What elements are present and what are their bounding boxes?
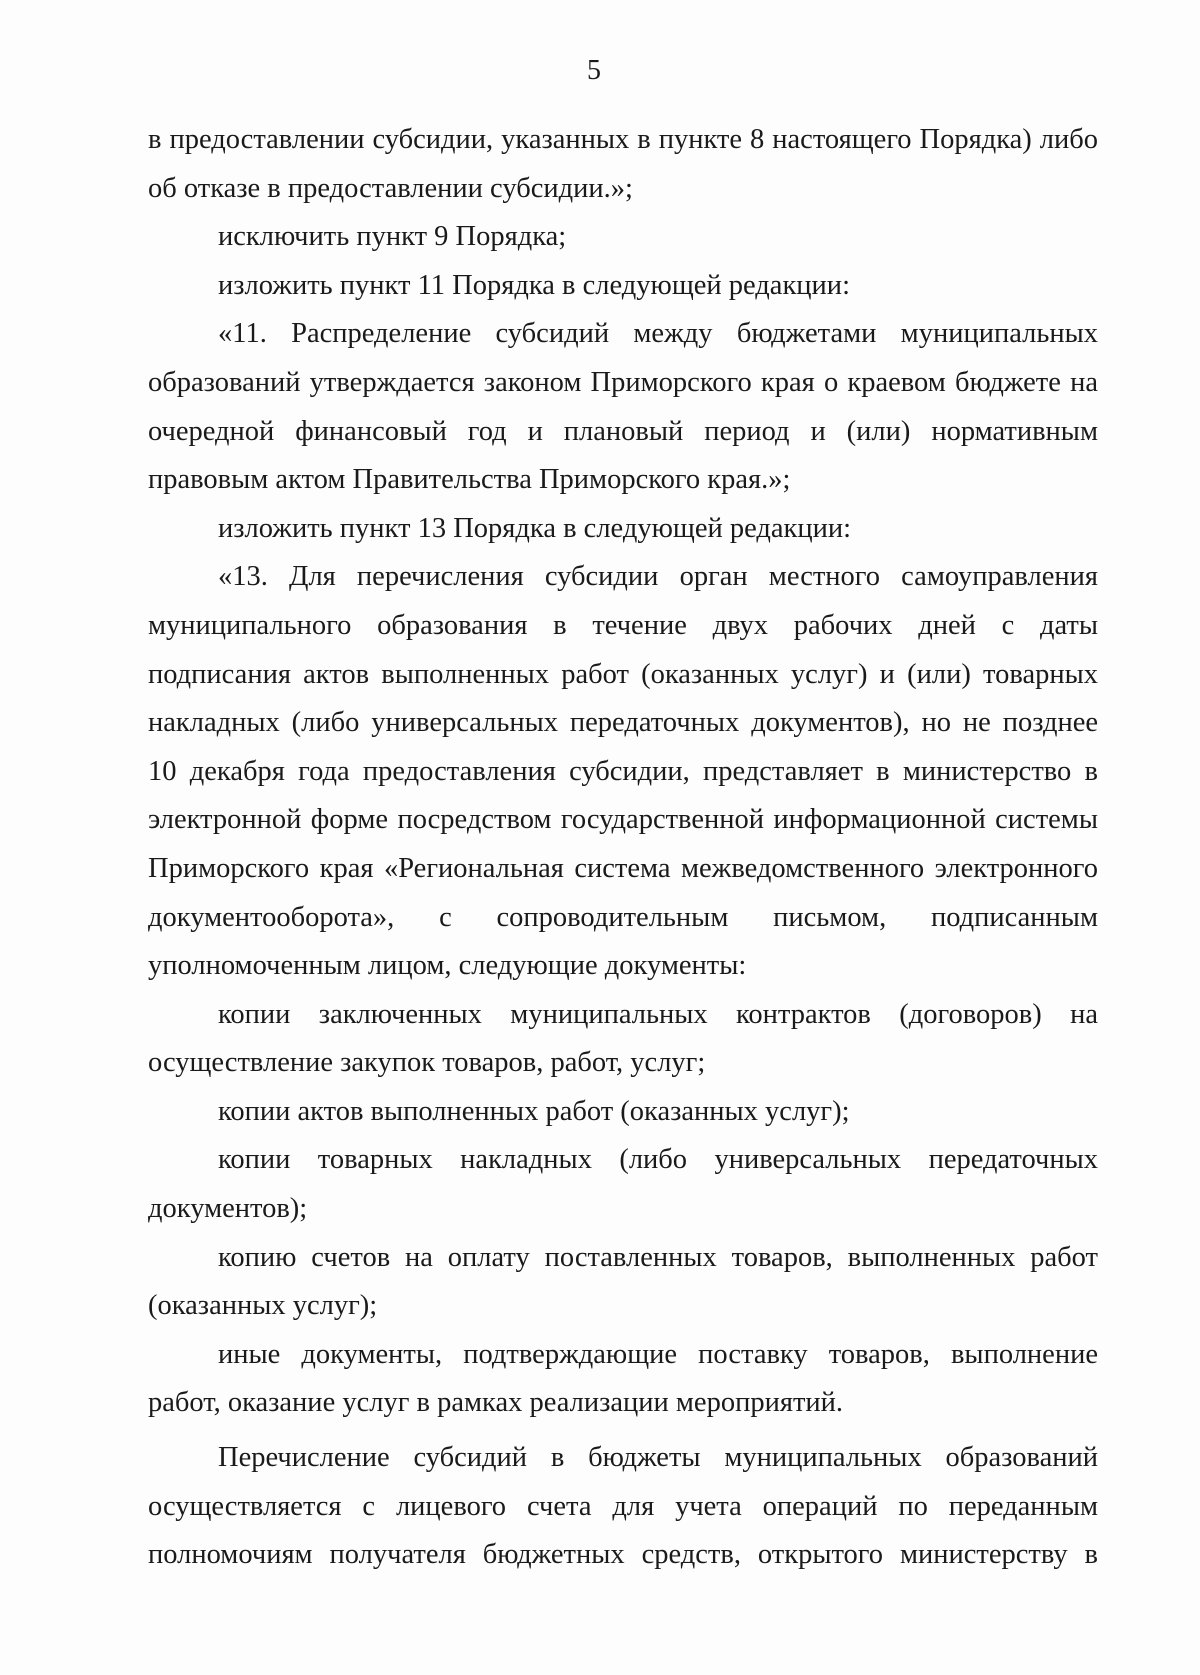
- document-body: [148, 116, 1098, 1580]
- paragraph-subsidy-transfer: Перечисление субсидий в бюджеты муниципальных образований осуществляется с лицевого счета для учета операций по переданным полномочиям получателя бюджетных средств, открытого министерству в: [148, 1442, 1098, 1571]
- paragraph-exclude-item-9: исключить пункт 9 Порядка;: [218, 221, 567, 253]
- page-number: 5: [587, 55, 601, 86]
- list-item-invoice-copies: копию счетов на оплату поставленных товаров, выполненных работ (оказанных услуг);: [148, 1241, 1098, 1322]
- list-item-waybill-copies: копии товарных накладных (либо универсальных передаточных документов);: [148, 1144, 1098, 1225]
- paragraph-amend-item-11: изложить пункт 11 Порядка в следующей редакции:: [218, 269, 850, 301]
- list-item-contract-copies: копии заключенных муниципальных контрактов (договоров) на осуществление закупок товаров, работ, услуг;: [148, 998, 1098, 1079]
- paragraph-continuation: в предоставлении субсидии, указанных в пункте 8 настоящего Порядка) либо об отказе в предоставлении субсидии.»;: [148, 124, 1098, 204]
- list-item-other-documents: иные документы, подтверждающие поставку товаров, выполнение работ, оказание услуг в рамках реализации мероприятий.: [148, 1338, 1098, 1419]
- paragraph-amend-item-13: изложить пункт 13 Порядка в следующей редакции:: [218, 512, 852, 544]
- paragraph-item-11-text: «11. Распределение субсидий между бюджетами муниципальных образований утверждается законом Приморского края о краевом бюджете на очередной финансовый год и плановый период и (или) нормативным правовым актом Правительства Приморского края.»;: [148, 318, 1098, 496]
- paragraph-item-13-text: «13. Для перечисления субсидии орган местного самоуправления муниципального образования в течение двух рабочих дней с даты подписания актов выполненных работ (оказанных услуг) и (или) товарных накладных (либо универсальных передаточных документов), но не позднее 10 декабря года предоставления субсидии, представляет в министерство в электронной форме посредством государственной информационной системы Приморского края «Региональная система межведомственного электронного документооборота», с сопроводительным письмом, подписанным уполномоченным лицом, следующие документы:: [148, 561, 1098, 982]
- list-item-act-copies: копии актов выполненных работ (оказанных услуг);: [218, 1095, 850, 1127]
